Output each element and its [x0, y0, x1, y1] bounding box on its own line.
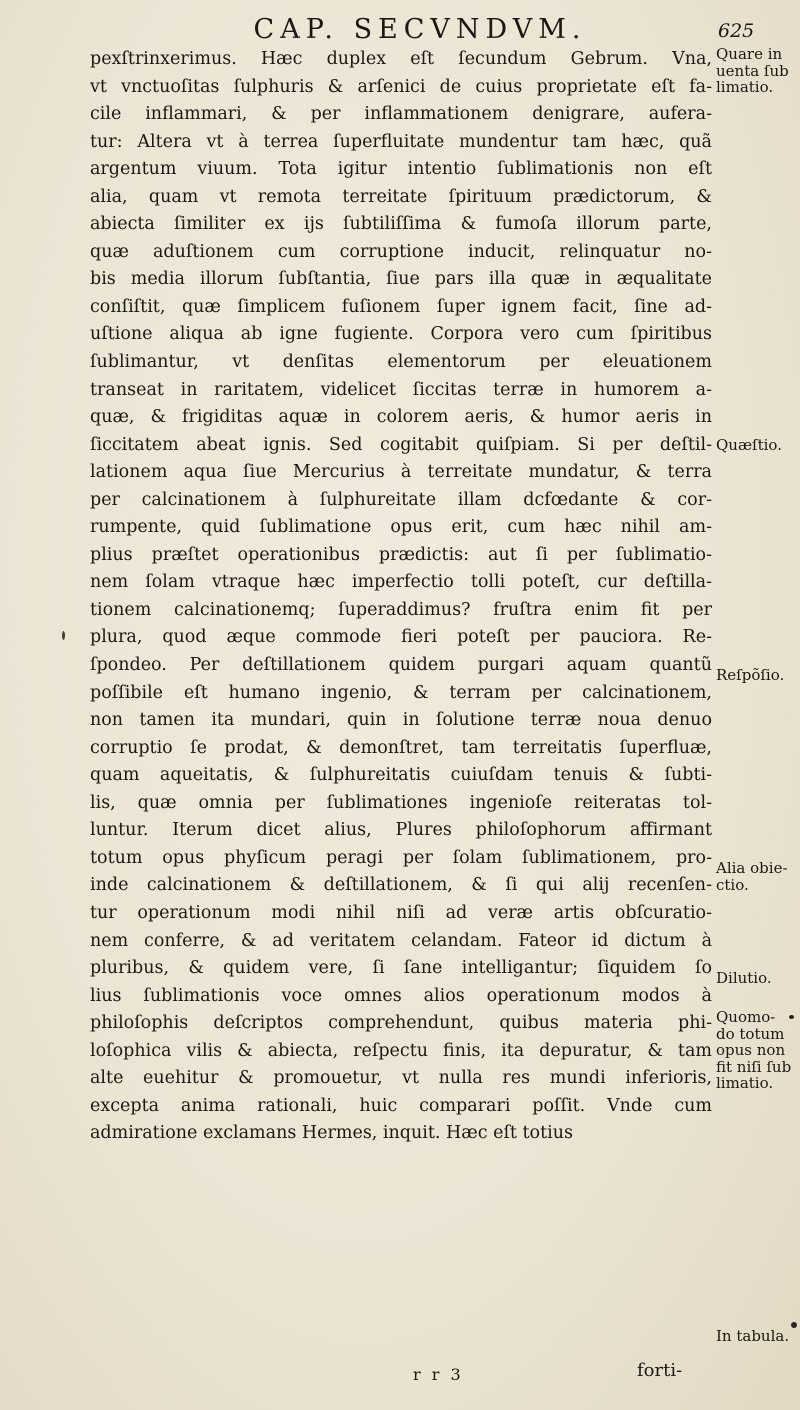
text-line: tionem calcinationemq; ſuperaddimus? fruſtra enim fit per [90, 599, 712, 620]
text-line: per calcinationem à ſulphureitate illam dcfœdante & cor- [90, 489, 712, 510]
text-line: ſublimantur, vt denſitas elementorum per eleuationem [90, 352, 712, 373]
running-head: CAP. SECVNDVM. [253, 14, 587, 45]
text-line: cile inflammari, & per inflammationem denigrare, aufera- [90, 104, 712, 125]
ink-speck [791, 1322, 797, 1328]
text-line: tur operationum modi nihil niſi ad veræ artis obſcuratio- [90, 902, 712, 923]
text-line: argentum viuum. Tota igitur intentio ſublimationis non eſt [90, 159, 712, 180]
text-line: vt vnctuoſitas ſulphuris & arſenici de cuius proprietate eſt fa- [90, 76, 712, 97]
margin-note-quomodo: Quomo- do totum opus non fit niſi ſub limatio. [716, 1008, 792, 1092]
text-line: luntur. Iterum dicet alius, Plures philoſophorum affirmant [90, 820, 712, 841]
text-line: corruptio ſe prodat, & demonſtret, tam terreitatis ſuperfluæ, [90, 737, 712, 758]
catchword: forti- [637, 1360, 683, 1381]
text-line: nem conferre, & ad veritatem celandam. Fateor id dictum à [90, 930, 712, 951]
page-number: 625 [718, 20, 755, 42]
text-line: philoſophis deſcriptos comprehendunt, quibus materia phi- [90, 1013, 712, 1034]
text-line: plura, quod æque commode fieri poteſt per pauciora. Re- [90, 627, 712, 648]
text-line: ſpondeo. Per deſtillationem quidem purgari aquam quantũ [90, 655, 712, 676]
text-line: tur: Altera vt à terrea ſuperfluitate mundentur tam hæc, quã [90, 131, 712, 152]
text-line: conſiſtit, quæ ſimplicem fuſionem ſuper ignem facit, ſine ad- [90, 296, 712, 317]
text-line: excepta anima rationali, huic comparari poſſit. Vnde cum [90, 1095, 712, 1116]
text-line: rumpente, quid ſublimatione opus erit, cum hæc nihil am- [90, 517, 712, 538]
margin-note-tabula: In tabula. [716, 1327, 790, 1345]
text-line: ſiccitatem abeat ignis. Sed cogitabit quiſpiam. Si per deſtil- [90, 434, 712, 455]
ink-speck [789, 1015, 794, 1019]
text-line: quæ aduſtionem cum corruptione inducit, relinquatur no- [90, 241, 712, 262]
text-line: pexſtrinxerimus. Hæc duplex eſt ſecundum Gebrum. Vna, [90, 49, 712, 69]
text-line: pluribus, & quidem vere, ſi ſane intelligantur; ſiquidem ſo [90, 958, 712, 979]
text-line: uſtione aliqua ab igne fugiente. Corpora vero cum ſpiritibus [90, 324, 712, 345]
margin-note-quaestio: Quæſtio. [716, 436, 782, 454]
text-line: loſophica vilis & abiecta, reſpectu finis, ita depuratur, & tam [90, 1040, 712, 1061]
margin-note-responsio: Reſpõſio. [716, 666, 785, 684]
text-line: totum opus phyſicum peragi per ſolam ſublimationem, pro- [90, 847, 712, 868]
text-line: lius ſublimationis voce omnes alios operationum modos à [90, 985, 712, 1006]
text-line: bis media illorum ſubſtantia, ſiue pars illa quæ in æqualitate [90, 269, 712, 290]
text-line: transeat in raritatem, videlicet ſiccitas terræ in humorem a- [90, 379, 712, 400]
text-line: poſſibile eſt humano ingenio, & terram per calcinationem, [90, 682, 712, 703]
margin-note-obiectio: Alia obie- ctio. [716, 859, 788, 894]
main-text [90, 46, 712, 1148]
text-line: admiratione exclamans Hermes, inquit. Hæc eſt totius [90, 1123, 573, 1144]
text-line: quam aqueitatis, & ſulphureitatis cuiuſdam tenuis & ſubti- [90, 765, 712, 786]
text-line: nem ſolam vtraque hæc imperfectio tolli poteſt, cur deſtilla- [90, 572, 712, 593]
text-line: quæ, & frigiditas aquæ in colorem aeris, & humor aeris in [90, 407, 712, 428]
margin-note-dilutio: Dilutio. [716, 969, 772, 987]
signature-mark: r r 3 [413, 1365, 464, 1384]
margin-note-quare: Quare in uenta ſub limatio. [716, 45, 789, 96]
text-line: alia, quam vt remota terreitate ſpirituum prædictorum, & [90, 186, 712, 207]
text-line: abiecta ſimiliter ex ijs ſubtiliſſima & fumoſa illorum parte, [90, 214, 712, 235]
text-line: inde calcinationem & deſtillationem, & ſi qui alij recenſen- [90, 875, 712, 896]
text-line: non tamen ita mundari, quin in ſolutione terræ noua denuo [90, 710, 712, 731]
ink-speck [62, 631, 65, 640]
text-line: lis, quæ omnia per ſublimationes ingenioſe reiteratas tol- [90, 792, 712, 813]
text-line: lationem aqua ſiue Mercurius à terreitate mundatur, & terra [90, 462, 712, 483]
text-line: plius præſtet operationibus prædictis: aut ſi per ſublimatio- [90, 544, 712, 565]
text-line: alte euehitur & promouetur, vt nulla res mundi inferioris, [90, 1068, 712, 1089]
